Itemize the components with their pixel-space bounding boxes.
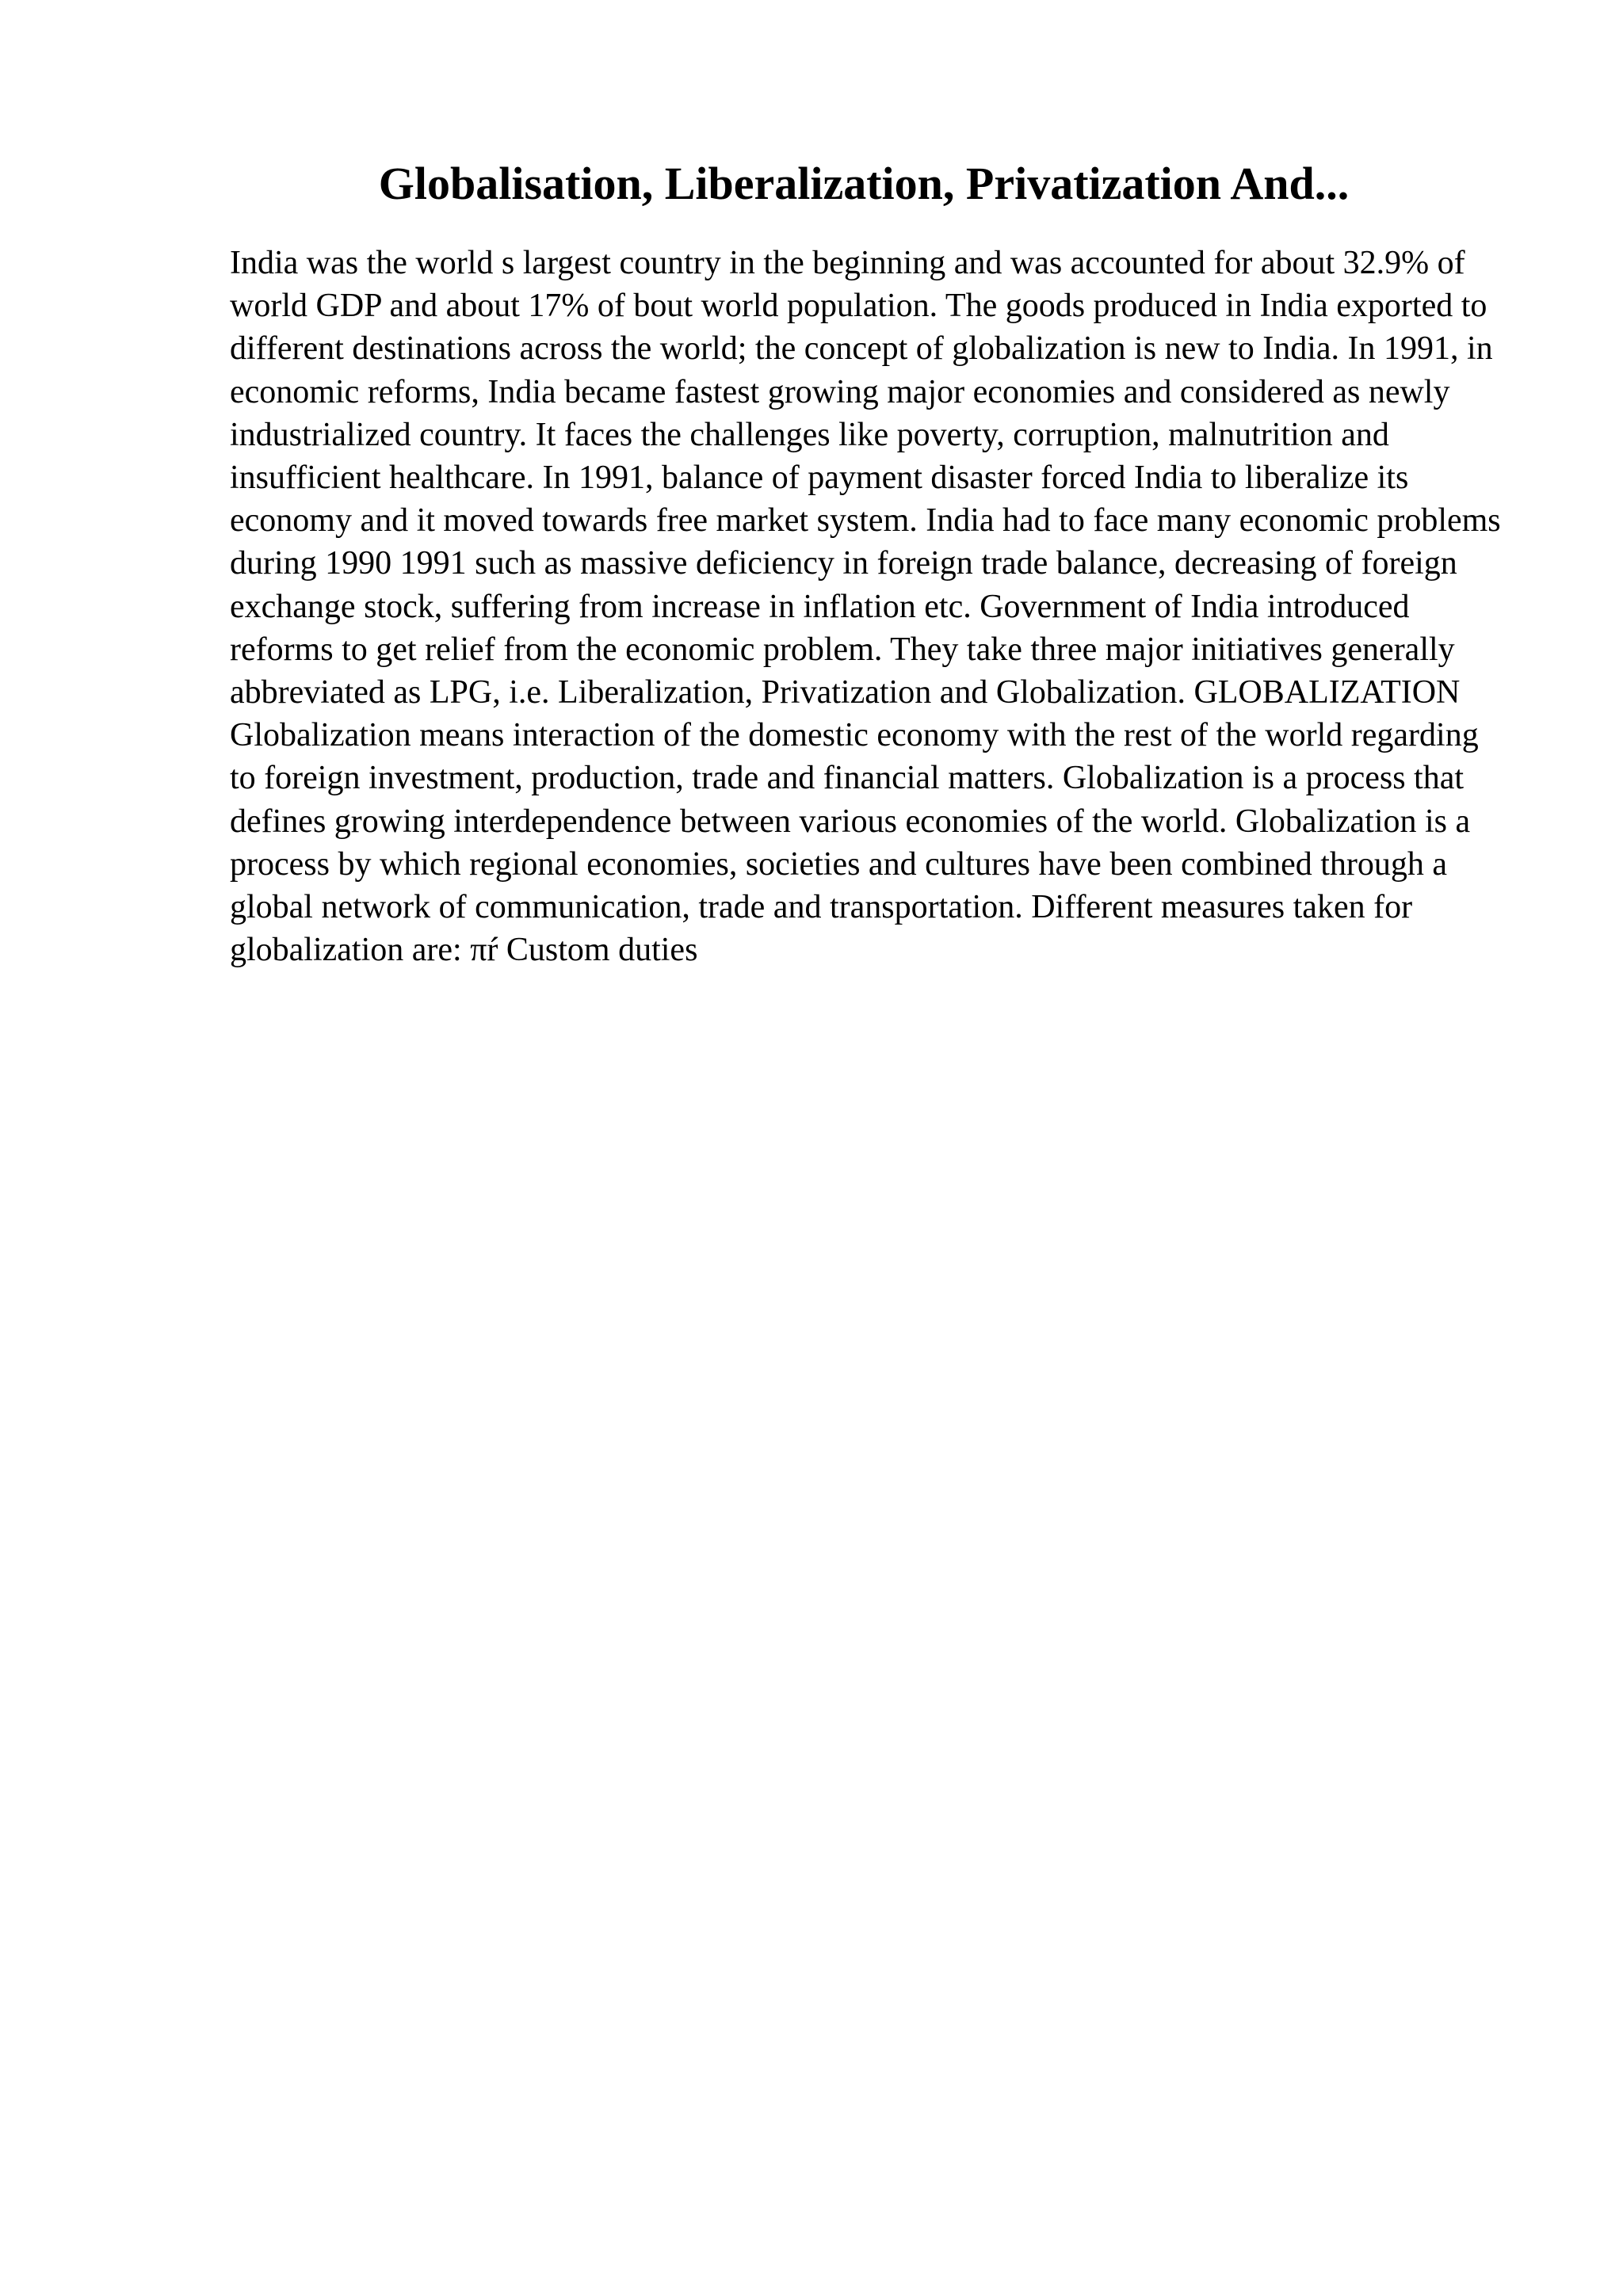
- document-body-paragraph: India was the world s largest country in the beginning and was accounted for about 32.9% of world GDP and about 17% of bout world population. The goods produced in India exported to different destinations across the world; the concept of globalization is new to India. In 1991, in economic reforms, India became fastest growing major economies and considered as newly industrialized country. It faces the challenges like poverty, corruption, malnutrition and insufficient healthcare. In 1991, balance of payment disaster forced India to liberalize its economy and it moved towards free market system. India had to face many economic problems during 1990 1991 such as massive deficiency in foreign trade balance, decreasing of foreign exchange stock, suffering from increase in inflation etc. Government of India introduced reforms to get relief from the economic problem. They take three major initiatives generally abbreviated as LPG, i.e. Liberalization, Privatization and Globalization. GLOBALIZATION Globalization means interaction of the domestic economy with the rest of the world regarding to foreign investment, production, trade and financial matters. Globalization is a process that defines growing interdependence between various economies of the world. Globalization is a process by which regional economies, societies and cultures have been combined through a global network of communication, trade and transportation. Different measures taken for globalization are: πŕ Custom duties: [230, 245, 1501, 969]
- document-title: Globalisation, Liberalization, Privatization And...: [378, 158, 1350, 209]
